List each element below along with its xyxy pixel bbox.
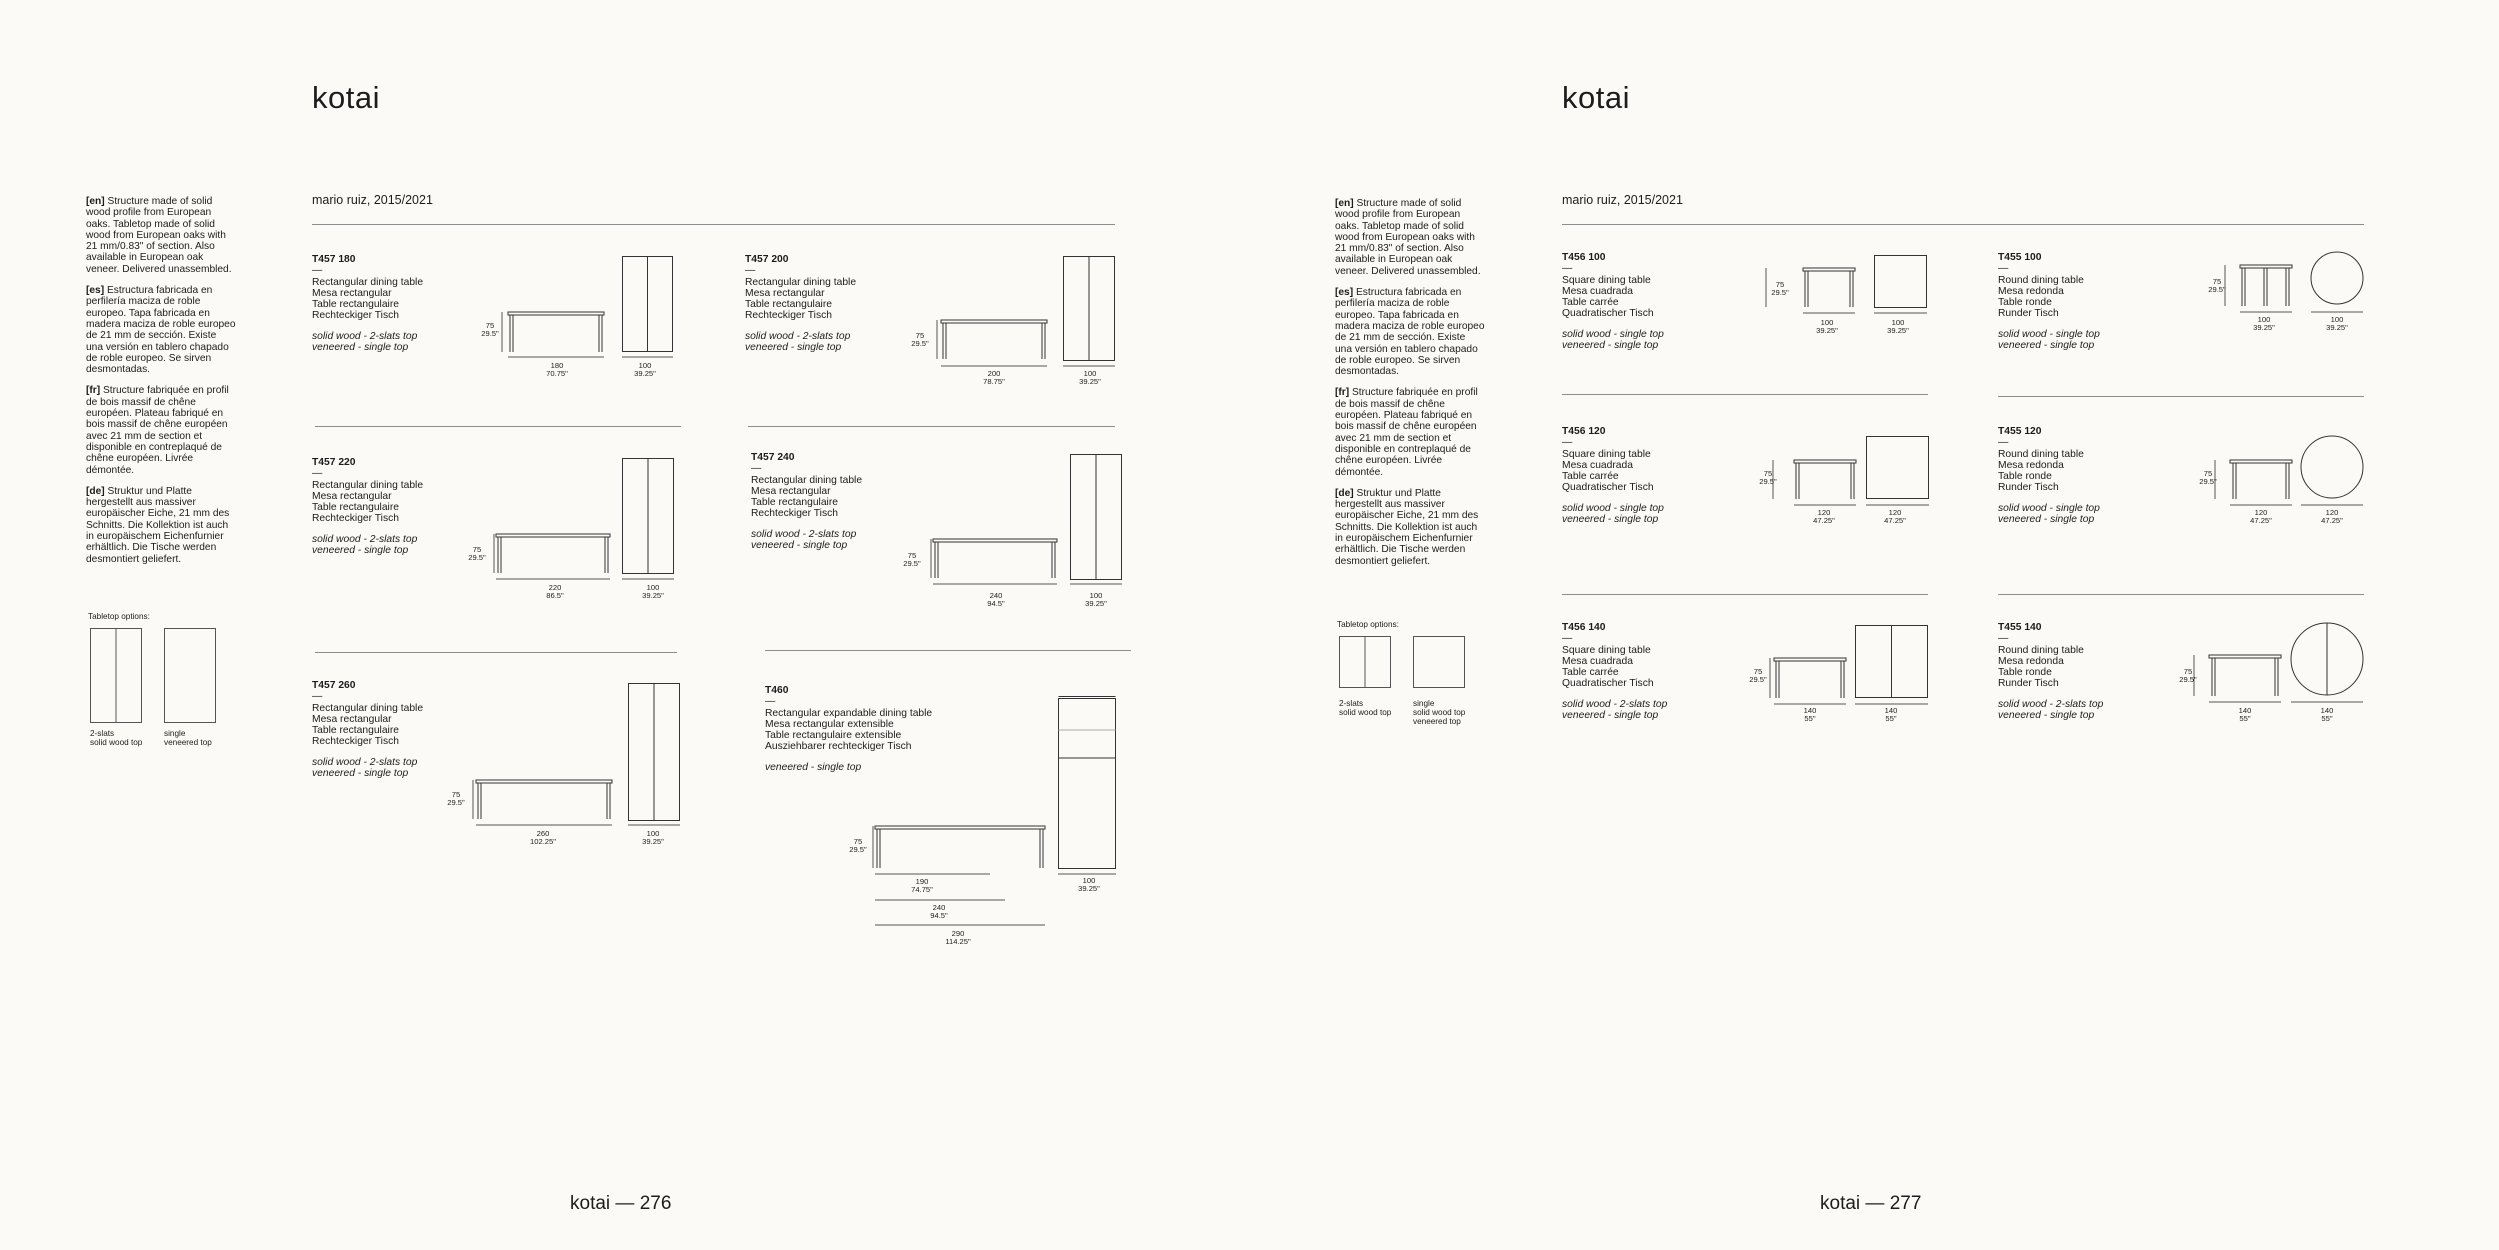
tabletop-options-drawing xyxy=(90,628,250,728)
page-footer-right: kotai — 277 xyxy=(1820,1193,1922,1214)
divider xyxy=(1998,396,2364,397)
dim-length: 100 39.25" xyxy=(2253,315,2275,333)
product-t455-100: T455 100 — Round dining table Mesa redonda Table ronde Runder Tisch solid wood - single top veneered - single top xyxy=(1998,252,2100,352)
dim-width: 100 39.25" xyxy=(642,829,664,847)
divider xyxy=(315,426,681,427)
divider xyxy=(315,652,677,653)
dim-length: 120 47.25" xyxy=(1813,508,1835,526)
dim-length-mid: 240 94.5" xyxy=(930,903,948,921)
product-t460: T460 — Rectangular expandable dining table Mesa rectangular extensible Table rectangulaire extensible Ausziehbarer rechteckiger Tisch veneered - single top xyxy=(765,685,933,773)
tabletop-options-title: Tabletop options: xyxy=(1337,620,1399,629)
dim-height: 75 29.5" xyxy=(1771,280,1789,298)
dim-height: 75 29.5" xyxy=(903,551,921,569)
t455-100-drawing xyxy=(2222,252,2372,322)
t456-120-drawing xyxy=(1770,434,1940,514)
dim-height: 75 29.5" xyxy=(468,545,486,563)
dim-length: 180 70.75" xyxy=(546,361,568,379)
dim-length: 220 86.5" xyxy=(546,583,564,601)
divider xyxy=(1562,594,1928,595)
dim-height: 75 29.5" xyxy=(2199,469,2217,487)
dim-width: 100 39.25" xyxy=(1078,876,1100,894)
description-right: [en] Structure made of solid wood profile from European oaks. Tabletop made of solid wood from European oaks with 21 mm/0.83" of section. Also available in European oak veneer. Delivered unassembled. [es] Estructura fabricada en perfilería maciza de roble europeo. Tapa fabricada en madera maciza de roble europeo de 21 mm de sección. Existe una versión en tablero chapado de roble europeo. Se sirven desmontadas. [fr] Structure fabriquée en profil de bois massif de chêne européen. Plateau fabriqué en bois massif de chêne européen avec 21 mm de section et disponible en contreplaqué de chêne européen. Livrée démontée. [de] Struktur und Platte hergestellt aus massiver europäischer Eiche, 21 mm des Schnitts. Die Kollektion ist auch in europäischem Eichenfurnier erhältlich. Die Tische werden desmontiert geliefert. xyxy=(1335,198,1485,567)
divider xyxy=(1562,224,2364,225)
product-t457-200: T457 200 — Rectangular dining table Mesa rectangular Table rectangulaire Rechteckiger Tisch solid wood - 2-slats top veneered - single top xyxy=(745,254,857,354)
description-left: [en] Structure made of solid wood profile from European oaks. Tabletop made of solid wood from European oaks with 21 mm/0.83" of section. Also available in European oak veneer. Delivered unassembled. [es] Estructura fabricada en perfilería maciza de roble europeo. Tapa fabricada en madera maciza de roble europeo de 21 mm de sección. Existe una versión en tablero chapado de roble europeo. Se sirven desmontadas. [fr] Structure fabriquée en profil de bois massif de chêne européen. Plateau fabriqué en bois massif de chêne européen avec 21 mm de section et disponible en contreplaqué de chêne européen. Livrée démontée. [de] Struktur und Platte hergestellt aus massiver europäischer Eiche, 21 mm des Schnitts. Die Kollektion ist auch in europäischem Eichenfurnier erhältlich. Die Tische werden desmontiert geliefert. xyxy=(86,196,236,565)
author-left: mario ruiz, 2015/2021 xyxy=(312,193,433,207)
t457-220-drawing xyxy=(482,458,682,588)
dim-height: 75 29.5" xyxy=(2208,277,2226,295)
product-t456-140: T456 140 — Square dining table Mesa cuadrada Table carrée Quadratischer Tisch solid wood - 2-slats top veneered - single top xyxy=(1562,622,1668,722)
author-right: mario ruiz, 2015/2021 xyxy=(1562,193,1683,207)
product-t457-220: T457 220 — Rectangular dining table Mesa rectangular Table rectangulaire Rechteckiger Tisch solid wood - 2-slats top veneered - single top xyxy=(312,457,424,557)
dim-width: 100 39.25" xyxy=(2326,315,2348,333)
dim-length: 140 55" xyxy=(1803,706,1817,724)
brand-title-right: kotai xyxy=(1562,80,1630,115)
t457-200-drawing xyxy=(925,256,1125,376)
tabletop-option-single: single veneered top xyxy=(164,729,212,748)
t457-260-drawing xyxy=(462,683,692,833)
dim-width: 100 39.25" xyxy=(1079,369,1101,387)
dim-length-open: 290 114.25" xyxy=(945,929,971,947)
dim-width: 120 47.25" xyxy=(2321,508,2343,526)
tabletop-option-single: single solid wood top veneered top xyxy=(1413,699,1466,727)
t457-240-drawing xyxy=(920,454,1130,584)
dim-length: 260 102.25" xyxy=(530,829,556,847)
tabletop-options-title: Tabletop options: xyxy=(88,612,150,621)
product-t455-140: T455 140 — Round dining table Mesa redonda Table ronde Runder Tisch solid wood - 2-slats top veneered - single top xyxy=(1998,622,2104,722)
dim-height: 75 29.5" xyxy=(481,321,499,339)
product-t455-120: T455 120 — Round dining table Mesa redonda Table ronde Runder Tisch solid wood - single top veneered - single top xyxy=(1998,426,2100,526)
dim-width: 100 39.25" xyxy=(642,583,664,601)
dim-width: 100 39.25" xyxy=(634,361,656,379)
t460-drawing xyxy=(868,696,1128,956)
tabletop-options-drawing xyxy=(1339,636,1479,696)
dim-length: 100 39.25" xyxy=(1816,318,1838,336)
dim-width: 140 55" xyxy=(2320,706,2334,724)
dim-length: 140 55" xyxy=(2238,706,2252,724)
product-t457-180: T457 180 — Rectangular dining table Mesa rectangular Table rectangulaire Rechteckiger Tisch solid wood - 2-slats top veneered - single top xyxy=(312,254,424,354)
product-t456-120: T456 120 — Square dining table Mesa cuadrada Table carrée Quadratischer Tisch solid wood - single top veneered - single top xyxy=(1562,426,1664,526)
dim-width: 140 55" xyxy=(1884,706,1898,724)
divider xyxy=(1562,394,1928,395)
dim-length: 120 47.25" xyxy=(2250,508,2272,526)
t455-120-drawing xyxy=(2212,434,2372,514)
product-t457-240: T457 240 — Rectangular dining table Mesa rectangular Table rectangulaire Rechteckiger Tisch solid wood - 2-slats top veneered - single top xyxy=(751,452,863,552)
dim-height: 75 29.5" xyxy=(1759,469,1777,487)
dim-height: 75 29.5" xyxy=(911,331,929,349)
dim-length-closed: 190 74.75" xyxy=(911,877,933,895)
dim-width: 100 39.25" xyxy=(1085,591,1107,609)
dim-width: 100 39.25" xyxy=(1887,318,1909,336)
divider xyxy=(312,224,1115,225)
t457-180-drawing xyxy=(490,256,690,366)
brand-title-left: kotai xyxy=(312,80,380,115)
dim-height: 75 29.5" xyxy=(2179,667,2197,685)
page-footer-left: kotai — 276 xyxy=(570,1193,672,1214)
product-t456-100: T456 100 — Square dining table Mesa cuadrada Table carrée Quadratischer Tisch solid wood - single top veneered - single top xyxy=(1562,252,1664,352)
divider xyxy=(765,650,1131,651)
tabletop-option-two-slats: 2-slats solid wood top xyxy=(1339,699,1392,718)
product-t457-260: T457 260 — Rectangular dining table Mesa rectangular Table rectangulaire Rechteckiger Tisch solid wood - 2-slats top veneered - single top xyxy=(312,680,424,780)
dim-width: 120 47.25" xyxy=(1884,508,1906,526)
dim-height: 75 29.5" xyxy=(1749,667,1767,685)
dim-length: 240 94.5" xyxy=(987,591,1005,609)
divider xyxy=(748,426,1115,427)
divider xyxy=(1998,594,2364,595)
dim-length: 200 78.75" xyxy=(983,369,1005,387)
dim-height: 75 29.5" xyxy=(849,837,867,855)
dim-height: 75 29.5" xyxy=(447,790,465,808)
tabletop-option-two-slats: 2-slats solid wood top xyxy=(90,729,143,748)
